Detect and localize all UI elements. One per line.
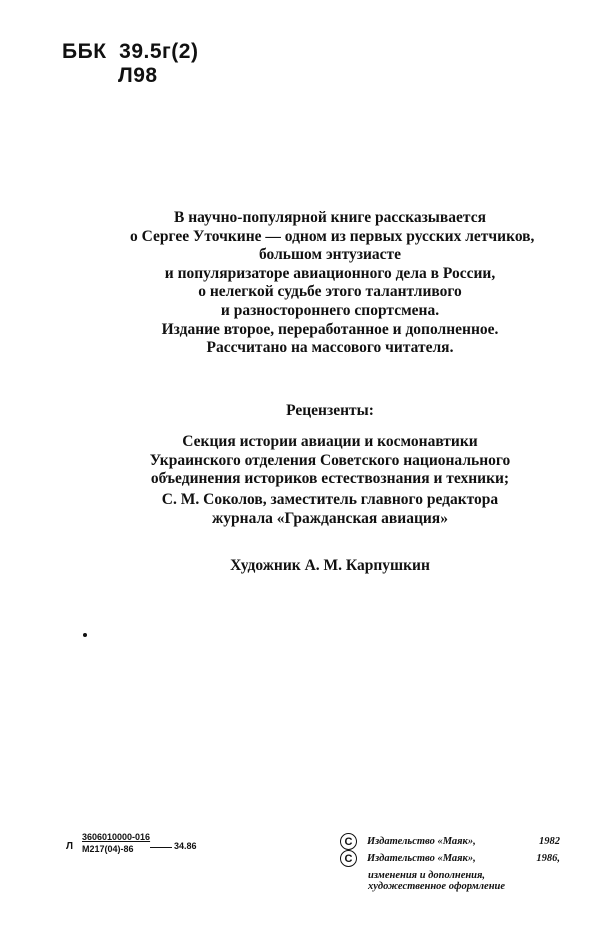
copyright-notes: [340, 870, 560, 892]
fraction-dash: [150, 847, 172, 848]
bbk-classification: [62, 40, 198, 88]
price-code: 34.86: [174, 841, 197, 851]
reviewer-line: журнала «Гражданская авиация»: [212, 509, 448, 527]
print-speck: [83, 633, 87, 637]
annotation-line: Рассчитано на массового читателя.: [206, 339, 454, 357]
copyright-note-line: художественное оформление: [368, 881, 506, 892]
copyright-block: [340, 833, 560, 892]
copyright-publisher: Издательство «Маяк»,: [367, 836, 476, 847]
annotation-line: о Сергее Уточкине — одном из первых русских летчиков,: [130, 227, 535, 245]
index-code-bottom: М217(04)-86: [82, 844, 134, 854]
annotation-line: Издание второе, переработанное и дополненное.: [161, 320, 499, 338]
annotation-line: о нелегкой судьбе этого талантливого: [198, 283, 462, 301]
reviewer-person: [110, 491, 550, 528]
index-code-top: 3606010000-016: [82, 832, 151, 842]
copyright-row: [340, 833, 560, 850]
copyright-year: 1986,: [536, 853, 560, 864]
author-sign: Л98: [118, 64, 158, 87]
reviewer-organization: [110, 433, 550, 489]
reviewers-title: Рецензенты:: [286, 402, 374, 419]
bbk-code: ББК 39.5г(2): [62, 40, 199, 63]
annotation-line: В научно-популярной книге рассказывается: [174, 209, 486, 226]
annotation-line: и популяризаторе авиационного дела в России,: [164, 264, 496, 282]
annotation: [130, 209, 535, 358]
annotation-line: и разностороннего спортсмена.: [220, 301, 440, 319]
index-letter: Л: [66, 841, 74, 852]
reviewer-line: Украинского отделения Советского национального: [149, 451, 511, 469]
copyright-row: [340, 850, 560, 867]
reviewer-line: С. М. Соколов, заместитель главного редактора: [161, 491, 499, 508]
copyright-year: 1982: [539, 836, 560, 847]
reviewer-line: Секция истории авиации и космонавтики: [182, 433, 478, 450]
copyright-note-line: изменения и дополнения,: [368, 870, 486, 881]
reviewer-line: объединения историков естествознания и техники;: [150, 470, 510, 488]
copyright-publisher: Издательство «Маяк»,: [367, 853, 476, 864]
copyright-icon: С: [340, 833, 357, 850]
annotation-line: большом энтузиасте: [258, 246, 402, 264]
artist-credit: Художник А. М. Карпушкин: [230, 557, 430, 574]
copyright-icon: С: [340, 850, 357, 867]
index-code-stack: [82, 831, 150, 855]
